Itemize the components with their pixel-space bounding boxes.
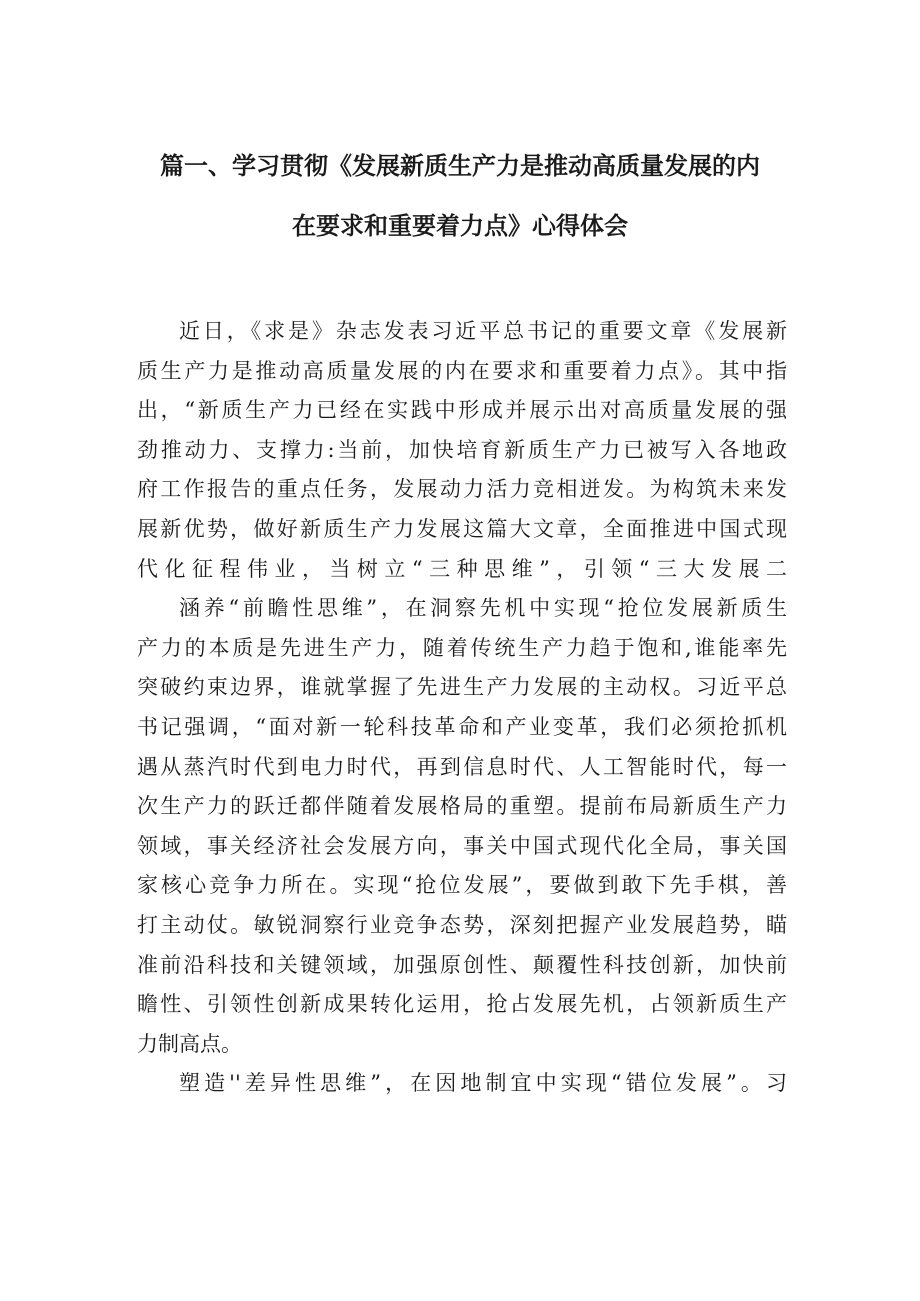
paragraph-1-line-6: 展新优势，做好新质生产力发展这篇大文章，全面推进中国式现 [137,516,787,541]
paragraph-2-line-8: 家核心竞争力所在。实现“抢位发展”，要做到敢下先手棋，善 [137,873,787,898]
paragraph-1-line-3: 出，“新质生产力已经在实践中形成并展示出对高质量发展的强 [137,398,787,423]
paragraph-1-line-7: 代化征程伟业，当树立“三种思维”，引领“三大发展二 [137,556,787,581]
document-title-line-2: 在要求和重要着力点》心得体会 [292,212,628,240]
paragraph-2-line-3: 突破约束边界，谁就掌握了先进生产力发展的主动权。习近平总 [137,675,787,700]
paragraph-2-line-9: 打主动仗。敏锐洞察行业竞争态势，深刻把握产业发展趋势，瞄 [137,912,787,937]
document-body [137,312,787,1104]
paragraph-1-line-5: 府工作报告的重点任务，发展动力活力竞相迸发。为构筑未来发 [137,477,787,502]
paragraph-1-line-2: 质生产力是推动高质量发展的内在要求和重要着力点》。其中指 [137,358,787,383]
paragraph-2-line-7: 领域，事关经济社会发展方向，事关中国式现代化全局，事关国 [137,833,787,858]
paragraph-2-line-6: 次生产力的跃迁都伴随着发展格局的重塑。提前布局新质生产力 [137,794,787,819]
paragraph-2-line-2: 产力的本质是先进生产力，随着传统生产力趋于饱和,谁能率先 [137,635,787,660]
paragraph-3-line-1: 塑造''差异性思维”，在因地制宜中实现“错位发展”。习 [179,1071,787,1096]
paragraph-2-line-1: 涵养“前瞻性思维”，在洞察先机中实现“抢位发展新质生 [179,596,787,621]
paragraph-2-line-10: 准前沿科技和关键领域，加强原创性、颠覆性科技创新，加快前 [137,952,787,977]
paragraph-1-line-1: 近日，《求是》杂志发表习近平总书记的重要文章《发展新 [179,319,787,343]
paragraph-2-line-5: 遇从蒸汽时代到电力时代，再到信息时代、人工智能时代，每一 [137,754,787,779]
paragraph-1-line-4: 劲推动力、支撑力:当前，加快培育新质生产力已被写入各地政 [137,437,787,462]
document-title-line-1: 篇一、学习贯彻《发展新质生产力是推动高质量发展的内 [160,152,760,180]
paragraph-2-line-12: 力制高点。 [137,1031,242,1056]
paragraph-2-line-4: 书记强调，“面对新一轮科技革命和产业变革，我们必须抢抓机 [137,714,787,739]
paragraph-2-line-11: 瞻性、引领性创新成果转化运用，抢占发展先机，占领新质生产 [137,992,787,1017]
